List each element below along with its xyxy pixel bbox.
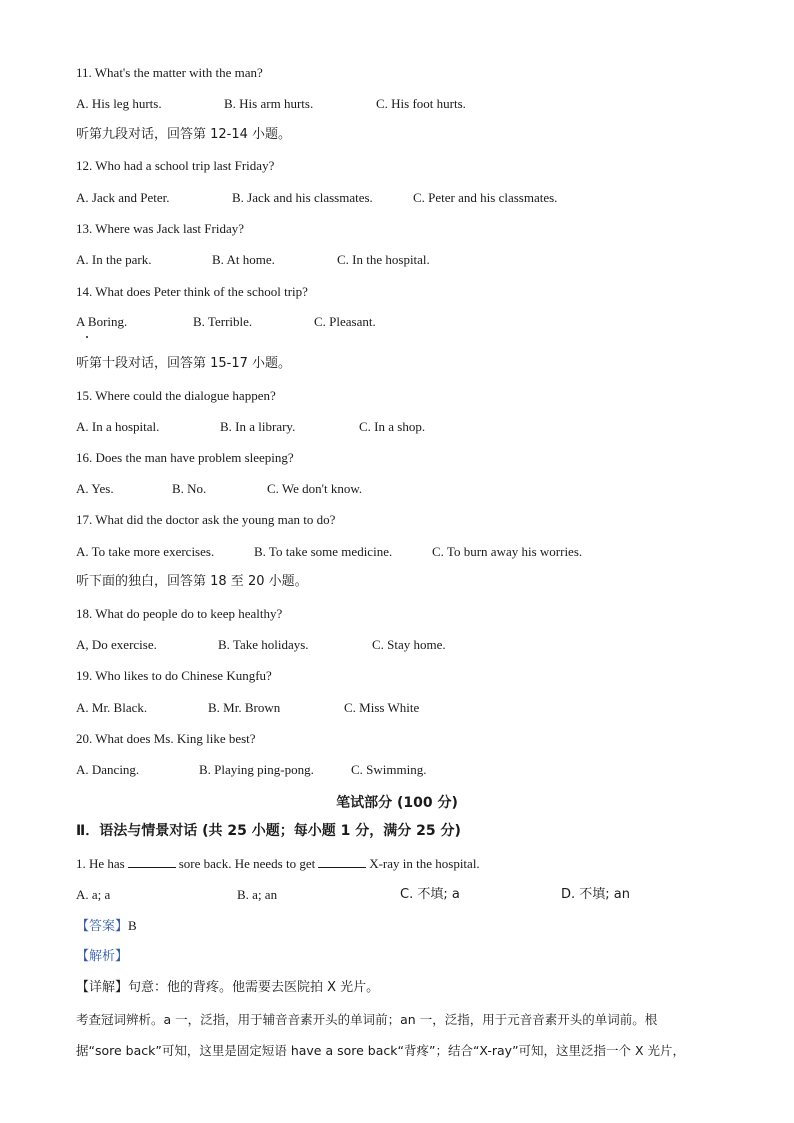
blank-2: [318, 856, 366, 868]
explanation-line-1: 考查冠词辨析。a 一，泛指，用于辅音音素开头的单词前；an 一，泛指，用于元音音素开头的单词前。根: [76, 1012, 658, 1027]
question-18-option-a: A, Do exercise.: [76, 637, 157, 652]
question-17-stem: 17. What did the doctor ask the young man to do?: [76, 512, 336, 527]
question-11-stem: 11. What's the matter with the man?: [76, 65, 263, 80]
question-14-option-b: B. Terrible.: [193, 314, 253, 329]
question-11-option-b: B. His arm hurts.: [224, 96, 314, 111]
detail-text: 句意：他的背疼。他需要去医院拍 X 光片。: [128, 980, 380, 995]
question-15-option-c: C. In a shop.: [359, 419, 426, 434]
question-18-stem: 18. What do people do to keep healthy?: [76, 606, 283, 621]
grammar-question-1-stem: [76, 856, 480, 872]
question-12-stem: 12. Who had a school trip last Friday?: [76, 158, 275, 173]
question-14-stem: 14. What does Peter think of the school trip?: [76, 284, 308, 299]
question-20-option-b: B. Playing ping-pong.: [199, 762, 314, 777]
question-18-option-c: C. Stay home.: [372, 637, 446, 652]
question-16-option-b: B. No.: [172, 481, 207, 496]
stem-part-2: sore back. He needs to get: [178, 856, 316, 871]
written-part-title: 笔试部分 (100 分): [336, 795, 458, 811]
question-14-option-c: C. Pleasant.: [314, 314, 376, 329]
question-20-option-a: A. Dancing.: [76, 762, 140, 777]
section-two-title: Ⅱ．语法与情景对话 (共 25 小题；每小题 1 分，满分 25 分): [76, 823, 461, 839]
question-16-option-c: C. We don't know.: [267, 481, 363, 496]
question-11-option-c: C. His foot hurts.: [376, 96, 466, 111]
blank-1: [128, 856, 176, 868]
question-17-option-b: B. To take some medicine.: [254, 544, 393, 559]
question-20-stem: 20. What does Ms. King like best?: [76, 731, 256, 746]
question-19-stem: 19. Who likes to do Chinese Kungfu?: [76, 668, 272, 683]
question-12-option-b: B. Jack and his classmates.: [232, 190, 373, 205]
question-15-option-a: A. In a hospital.: [76, 419, 160, 434]
grammar-question-1-option-c: C. 不填; a: [400, 887, 460, 902]
section-nine-instruction: 听第九段对话，回答第 12-14 小题。: [76, 127, 292, 142]
stray-dot: [86, 336, 88, 338]
detail-label: 【详解】: [76, 980, 129, 995]
stem-part-1: 1. He has: [76, 856, 125, 871]
analysis-label: 【解析】: [76, 949, 129, 964]
question-14-option-a: A Boring.: [76, 314, 128, 329]
answer-label: 【答案】: [76, 919, 129, 934]
answer-line: [76, 918, 137, 935]
grammar-question-1-option-a: A. a; a: [76, 887, 111, 902]
answer-value: B: [128, 918, 137, 933]
grammar-question-1-option-b: B. a; an: [237, 887, 278, 902]
question-18-option-b: B. Take holidays.: [218, 637, 309, 652]
question-13-option-c: C. In the hospital.: [337, 252, 430, 267]
section-ten-instruction: 听第十段对话，回答第 15-17 小题。: [76, 356, 292, 371]
detail-line: [76, 980, 379, 996]
question-16-option-a: A. Yes.: [76, 481, 114, 496]
question-17-option-a: A. To take more exercises.: [76, 544, 215, 559]
question-19-option-c: C. Miss White: [344, 700, 420, 715]
question-12-option-c: C. Peter and his classmates.: [413, 190, 558, 205]
question-15-stem: 15. Where could the dialogue happen?: [76, 388, 276, 403]
question-13-option-b: B. At home.: [212, 252, 275, 267]
stem-part-3: X-ray in the hospital.: [369, 856, 480, 871]
explanation-line-2: 据“sore back”可知，这里是固定短语 have a sore back“背疼”；结合“X-ray”可知，这里泛指一个 X 光片，: [76, 1043, 686, 1058]
section-eleven-instruction: 听下面的独白，回答第 18 至 20 小题。: [76, 574, 308, 589]
question-16-stem: 16. Does the man have problem sleeping?: [76, 450, 294, 465]
question-12-option-a: A. Jack and Peter.: [76, 190, 170, 205]
question-13-stem: 13. Where was Jack last Friday?: [76, 221, 244, 236]
grammar-question-1-option-d: D. 不填; an: [561, 887, 630, 902]
question-15-option-b: B. In a library.: [220, 419, 296, 434]
question-13-option-a: A. In the park.: [76, 252, 152, 267]
question-19-option-b: B. Mr. Brown: [208, 700, 281, 715]
question-17-option-c: C. To burn away his worries.: [432, 544, 583, 559]
question-19-option-a: A. Mr. Black.: [76, 700, 148, 715]
question-20-option-c: C. Swimming.: [351, 762, 427, 777]
question-11-option-a: A. His leg hurts.: [76, 96, 162, 111]
